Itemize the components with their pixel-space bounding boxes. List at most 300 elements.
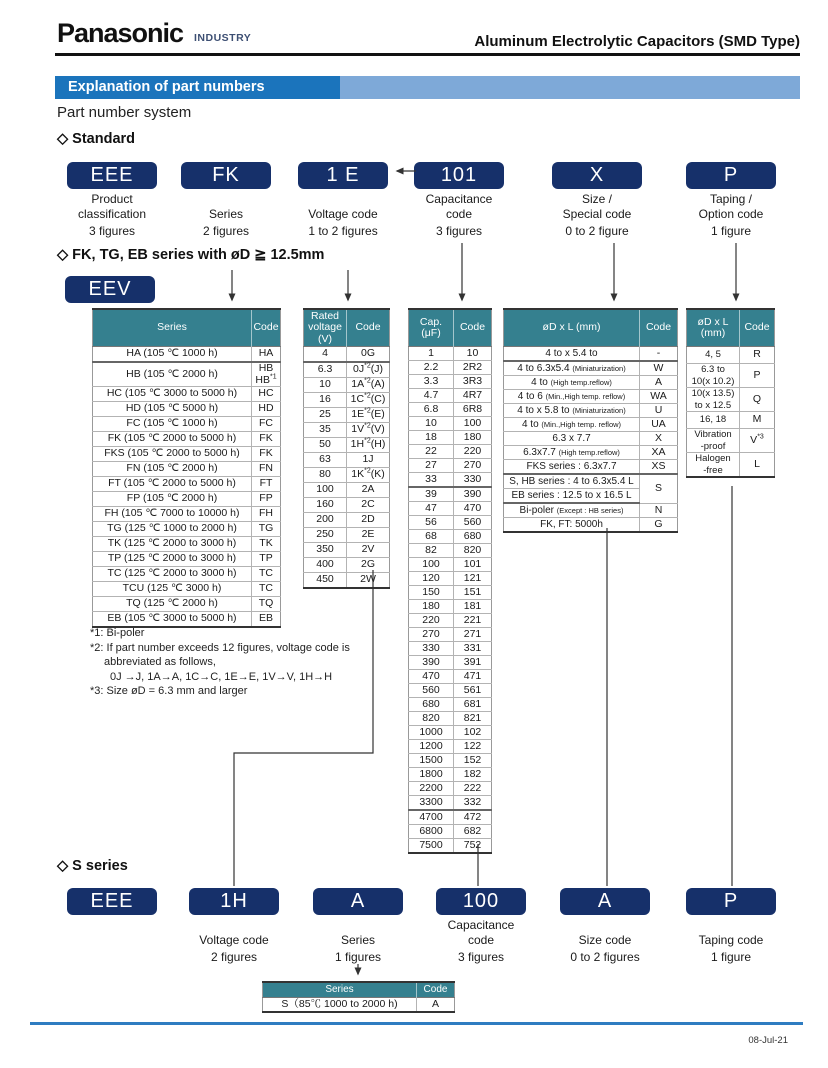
cell: FK (105 ℃ 2000 to 5000 h) <box>93 432 252 447</box>
cell: 7500 <box>409 839 454 854</box>
cell: TCU (125 ℃ 3000 h) <box>93 582 252 597</box>
table-header-row <box>687 309 775 347</box>
cell: 2W <box>347 573 390 589</box>
cell: 6R8 <box>454 403 492 417</box>
std-box-series <box>161 162 291 238</box>
cell: FP <box>252 492 281 507</box>
table-row <box>409 459 492 473</box>
cell: 450 <box>304 573 347 589</box>
table-row <box>409 810 492 825</box>
cell: 82 <box>409 544 454 558</box>
code-box: 100 <box>436 888 526 915</box>
cell: Vibration -proof <box>687 429 740 453</box>
table-row <box>504 347 678 362</box>
column-header: øD x L (mm) <box>504 309 640 347</box>
cell: 1800 <box>409 768 454 782</box>
table-row <box>409 698 492 712</box>
cell: 121 <box>454 572 492 586</box>
code-box: FK <box>181 162 271 189</box>
cell: 2C <box>347 498 390 513</box>
cell: W <box>640 361 678 376</box>
cell: 390 <box>409 656 454 670</box>
cell: 390 <box>454 487 492 502</box>
code-box: EEE <box>67 888 157 915</box>
cell: WA <box>640 390 678 404</box>
table-row <box>409 417 492 431</box>
cell: 1 <box>409 347 454 361</box>
cell: HC <box>252 387 281 402</box>
table-row <box>504 418 678 432</box>
cell: 180 <box>454 431 492 445</box>
table-row <box>409 614 492 628</box>
code-box: EEE <box>67 162 157 189</box>
cell: 2.2 <box>409 361 454 375</box>
cell: TG (125 ℃ 1000 to 2000 h) <box>93 522 252 537</box>
table-row <box>409 768 492 782</box>
cell: 10 <box>454 347 492 361</box>
cell: 102 <box>454 726 492 740</box>
panasonic-logo: Panasonic <box>57 18 184 48</box>
cell: 472 <box>454 810 492 825</box>
standard-heading: ◇ Standard <box>57 131 136 147</box>
table-row <box>304 513 390 528</box>
footnote-line: abbreviated as follows, <box>104 656 216 668</box>
cell: 16 <box>304 393 347 408</box>
cell: 681 <box>454 698 492 712</box>
table-row <box>409 530 492 544</box>
cell: FP (105 ℃ 2000 h) <box>93 492 252 507</box>
cell: 1500 <box>409 754 454 768</box>
cell: 200 <box>304 513 347 528</box>
cell: FKS (105 ℃ 2000 to 5000 h) <box>93 447 252 462</box>
cell: 68 <box>409 530 454 544</box>
cell: 4 to (High temp.reflow) <box>504 376 640 390</box>
cell: TQ (125 ℃ 2000 h) <box>93 597 252 612</box>
std-box-capacitance-code <box>394 162 524 238</box>
table-row <box>93 522 281 537</box>
table-row <box>304 543 390 558</box>
table-row <box>93 537 281 552</box>
cell: 250 <box>304 528 347 543</box>
table-row <box>504 474 678 489</box>
column-header: Code <box>417 982 455 998</box>
cell: 400 <box>304 558 347 573</box>
table-row <box>409 502 492 516</box>
table-row <box>409 558 492 572</box>
box-label <box>161 192 291 207</box>
cell: 680 <box>409 698 454 712</box>
column-header: øD x L (mm) <box>687 309 740 347</box>
cell: 6.3 <box>304 362 347 378</box>
code-box: P <box>686 162 776 189</box>
table-row <box>409 586 492 600</box>
cell: G <box>640 518 678 533</box>
cell: $1V^{*2}(V)$ <box>347 423 390 438</box>
cell: 820 <box>409 712 454 726</box>
box-label: Special code <box>562 207 632 221</box>
eev-code-box: EEV <box>65 276 155 303</box>
table-row <box>687 347 775 364</box>
table-row <box>93 477 281 492</box>
cell: TG <box>252 522 281 537</box>
cell: 1000 <box>409 726 454 740</box>
cell: 2200 <box>409 782 454 796</box>
cell: TP <box>252 552 281 567</box>
table-row <box>409 361 492 375</box>
cell: 820 <box>454 544 492 558</box>
cell: HD <box>252 402 281 417</box>
box-label: Capacitance <box>425 192 493 206</box>
table-row <box>504 361 678 376</box>
box-figures: 1 figures <box>334 950 382 964</box>
footnote-line: 0J →J, 1A→A, 1C→C, 1E→E, 1V→V, 1H→H <box>110 670 333 683</box>
cell: 4 to x 5.8 to (Miniaturization) <box>504 404 640 418</box>
cell: 152 <box>454 754 492 768</box>
table-row <box>93 597 281 612</box>
box-label: Taping code <box>698 933 764 947</box>
cell: EB (105 ℃ 3000 to 5000 h) <box>93 612 252 628</box>
cell: TC (125 ℃ 2000 to 3000 h) <box>93 567 252 582</box>
cell: TK (125 ℃ 2000 to 3000 h) <box>93 537 252 552</box>
cell: 2A <box>347 483 390 498</box>
cell: 752 <box>454 839 492 854</box>
table-row <box>409 347 492 361</box>
cell: 27 <box>409 459 454 473</box>
cell: 3300 <box>409 796 454 811</box>
box-label <box>540 918 670 933</box>
cell: 25 <box>304 408 347 423</box>
code-box: A <box>560 888 650 915</box>
box-label: Taping / <box>709 192 753 206</box>
table-row <box>409 740 492 754</box>
code-box: P <box>686 888 776 915</box>
box-label: code <box>445 207 473 221</box>
cell: 160 <box>304 498 347 513</box>
cell: 270 <box>454 459 492 473</box>
table-row <box>687 453 775 478</box>
table-row <box>687 412 775 429</box>
table-row <box>93 552 281 567</box>
table-row <box>93 432 281 447</box>
cell: 6.3 x 7.7 <box>504 432 640 446</box>
cell: 150 <box>409 586 454 600</box>
table-row <box>93 417 281 432</box>
cell: 63 <box>304 453 347 468</box>
cell: 181 <box>454 600 492 614</box>
cell: FKS series : 6.3x7.7 <box>504 460 640 475</box>
box-label <box>169 918 299 933</box>
cell: $0J^{*2}(J)$ <box>347 362 390 378</box>
cell: 100 <box>454 417 492 431</box>
table-row <box>304 423 390 438</box>
cell: 682 <box>454 825 492 839</box>
table-row <box>93 492 281 507</box>
cell: - <box>640 347 678 362</box>
column-header: Code <box>454 309 492 347</box>
cell: N <box>640 503 678 518</box>
s-box-capacitance-code <box>416 888 546 964</box>
cell: S, HB series : 4 to 6.3x5.4 L <box>504 474 640 489</box>
table-row <box>304 528 390 543</box>
table-row <box>93 362 281 387</box>
cell: FT (105 ℃ 2000 to 5000 h) <box>93 477 252 492</box>
cell: $1E^{*2}(E)$ <box>347 408 390 423</box>
cell: 47 <box>409 502 454 516</box>
cell: X <box>640 432 678 446</box>
table-row <box>409 754 492 768</box>
rated-voltage-code-table <box>303 308 390 589</box>
table-row <box>687 364 775 388</box>
cell: 22 <box>409 445 454 459</box>
document-title: Aluminum Electrolytic Capacitors (SMD Type) <box>474 33 800 50</box>
cell: 50 <box>304 438 347 453</box>
column-header: Code <box>347 309 390 347</box>
table-row <box>93 582 281 597</box>
cell: 1200 <box>409 740 454 754</box>
cell: 120 <box>409 572 454 586</box>
table-row <box>504 390 678 404</box>
code-box: 1 E <box>298 162 388 189</box>
cell: FH (105 ℃ 7000 to 10000 h) <box>93 507 252 522</box>
cell: HA (105 ℃ 1000 h) <box>93 347 252 363</box>
cell: 332 <box>454 796 492 811</box>
box-label: Voltage code <box>308 207 378 221</box>
table-row <box>409 825 492 839</box>
box-figures: 2 figures <box>202 224 250 238</box>
cell: FK <box>252 432 281 447</box>
cell: 330 <box>409 642 454 656</box>
box-figures: 3 figures <box>88 224 136 238</box>
table-header-row <box>263 982 455 998</box>
column-header: Series <box>93 309 252 347</box>
std-box-taping-option-code <box>666 162 796 238</box>
table-row <box>263 998 455 1013</box>
table-header-row <box>504 309 678 347</box>
footnote-line: *2: If part number exceeds 12 figures, voltage code is <box>90 641 350 654</box>
cell: 0G <box>347 347 390 363</box>
table-row <box>409 516 492 530</box>
eev-box-wrap <box>65 276 155 303</box>
column-header: Series <box>263 982 417 998</box>
table-row <box>93 462 281 477</box>
box-label: Voltage code <box>199 933 269 947</box>
cell: 56 <box>409 516 454 530</box>
table-row <box>409 431 492 445</box>
table-header-row <box>304 309 390 347</box>
cell: EB series : 12.5 to x 16.5 L <box>504 489 640 504</box>
cell: S（85℃ 1000 to 2000 h) <box>263 998 417 1013</box>
cell: HD (105 ℃ 5000 h) <box>93 402 252 417</box>
cell: TQ <box>252 597 281 612</box>
column-header: Code <box>252 309 281 347</box>
cell: 271 <box>454 628 492 642</box>
box-label <box>666 918 796 933</box>
column-header: Rated voltage (V) <box>304 309 347 347</box>
cell: 680 <box>454 530 492 544</box>
code-box: 101 <box>414 162 504 189</box>
table-row <box>304 378 390 393</box>
capacitance-code-table <box>408 308 492 854</box>
table-row <box>409 389 492 403</box>
cell: 33 <box>409 473 454 488</box>
industry-label: INDUSTRY <box>194 32 252 44</box>
cell: 350 <box>304 543 347 558</box>
cell: TK <box>252 537 281 552</box>
cell: 4.7 <box>409 389 454 403</box>
table-row <box>304 347 390 363</box>
box-label: Series <box>208 207 243 221</box>
table-row <box>409 839 492 854</box>
s-series-heading: ◇ S series <box>57 858 128 874</box>
code-box: A <box>313 888 403 915</box>
table-row <box>93 567 281 582</box>
cell: 4 to 6 (Min.,High temp. reflow) <box>504 390 640 404</box>
cell: 100 <box>304 483 347 498</box>
cell: 6800 <box>409 825 454 839</box>
table-row <box>93 402 281 417</box>
table-row <box>504 446 678 460</box>
cell: Q <box>740 388 775 412</box>
table-row <box>409 375 492 389</box>
box-label: Size code <box>578 933 632 947</box>
std-box-voltage-code <box>278 162 408 238</box>
cell: P <box>740 364 775 388</box>
cell: 18 <box>409 431 454 445</box>
cell: 6.3 to 10(x 10.2) <box>687 364 740 388</box>
cell: 560 <box>454 516 492 530</box>
table-row <box>409 712 492 726</box>
cell: 2V <box>347 543 390 558</box>
cell: 4 to 6.3x5.4 (Miniaturization) <box>504 361 640 376</box>
cell: 220 <box>409 614 454 628</box>
cell: 470 <box>454 502 492 516</box>
table-row <box>304 438 390 453</box>
table-row <box>409 572 492 586</box>
table-row <box>504 404 678 418</box>
table-row <box>409 796 492 811</box>
section-banner-extension <box>340 76 800 99</box>
s-box-taping-code <box>666 888 796 964</box>
cell: HC (105 ℃ 3000 to 5000 h) <box>93 387 252 402</box>
cell: 2R2 <box>454 361 492 375</box>
box-label <box>293 918 423 933</box>
cell: HB (105 ℃ 2000 h) <box>93 362 252 387</box>
cell: 221 <box>454 614 492 628</box>
cell: S <box>640 474 678 503</box>
table-row <box>409 684 492 698</box>
table-row <box>409 670 492 684</box>
std-box-product-classification <box>47 162 177 238</box>
code-box: 1H <box>189 888 279 915</box>
cell: M <box>740 412 775 429</box>
cell: 331 <box>454 642 492 656</box>
s-box-voltage-code <box>169 888 299 964</box>
cell: A <box>417 998 455 1013</box>
table-row <box>304 498 390 513</box>
std-box-size-special-code <box>532 162 662 238</box>
cell: HA <box>252 347 281 363</box>
cell: 10 <box>304 378 347 393</box>
table-row <box>93 507 281 522</box>
table-row <box>304 453 390 468</box>
cell: 4R7 <box>454 389 492 403</box>
cell: 3R3 <box>454 375 492 389</box>
page-subtitle: Part number system <box>57 104 192 121</box>
box-figures: 1 figure <box>710 224 752 238</box>
cell: 470 <box>409 670 454 684</box>
cell: 10 <box>409 417 454 431</box>
box-figures: 2 figures <box>210 950 258 964</box>
table-row <box>504 460 678 475</box>
cell: HB HB$^{*1}$ <box>252 362 281 387</box>
table-row <box>409 656 492 670</box>
cell: 2E <box>347 528 390 543</box>
table-row <box>304 558 390 573</box>
cell: 6.8 <box>409 403 454 417</box>
table-row <box>304 408 390 423</box>
cell: EB <box>252 612 281 628</box>
cell: 4, 5 <box>687 347 740 364</box>
cell: 270 <box>409 628 454 642</box>
table-row <box>409 487 492 502</box>
cell: 821 <box>454 712 492 726</box>
box-label: code <box>467 933 495 947</box>
taping-option-code-table <box>686 308 775 478</box>
table-row <box>304 468 390 483</box>
cell: 180 <box>409 600 454 614</box>
column-header: Code <box>740 309 775 347</box>
cell: FK <box>252 447 281 462</box>
cell: 16, 18 <box>687 412 740 429</box>
cell: 101 <box>454 558 492 572</box>
cell: 4 <box>304 347 347 363</box>
cell: 560 <box>409 684 454 698</box>
table-row <box>93 612 281 628</box>
cell: 471 <box>454 670 492 684</box>
cell: TP (125 ℃ 2000 to 3000 h) <box>93 552 252 567</box>
box-figures: 0 to 2 figures <box>570 950 640 964</box>
cell: XS <box>640 460 678 475</box>
series-code-table <box>92 308 281 628</box>
box-figures: 0 to 2 figure <box>565 224 629 238</box>
cell: 39 <box>409 487 454 502</box>
cell: FK, FT: 5000h <box>504 518 640 533</box>
cell: 220 <box>454 445 492 459</box>
table-header-row <box>93 309 281 347</box>
table-row <box>304 483 390 498</box>
box-figures: 3 figures <box>457 950 505 964</box>
cell: R <box>740 347 775 364</box>
box-label: Series <box>340 933 375 947</box>
footer-date: 08-Jul-21 <box>748 1035 788 1046</box>
column-header: Cap. (μF) <box>409 309 454 347</box>
table-row <box>304 393 390 408</box>
cell: FN (105 ℃ 2000 h) <box>93 462 252 477</box>
table-row <box>409 403 492 417</box>
fk-tg-eb-heading: ◇ FK, TG, EB series with øD ≧ 12.5mm <box>57 247 325 263</box>
cell: FC <box>252 417 281 432</box>
cell: FN <box>252 462 281 477</box>
footer-rule <box>30 1022 803 1025</box>
table-row <box>304 573 390 589</box>
cell: 35 <box>304 423 347 438</box>
table-row <box>409 473 492 488</box>
cell: FC (105 ℃ 1000 h) <box>93 417 252 432</box>
table-row <box>504 376 678 390</box>
table-row <box>409 782 492 796</box>
s-box-series <box>293 888 423 964</box>
footnote-line: *3: Size øD = 6.3 mm and larger <box>90 685 248 697</box>
